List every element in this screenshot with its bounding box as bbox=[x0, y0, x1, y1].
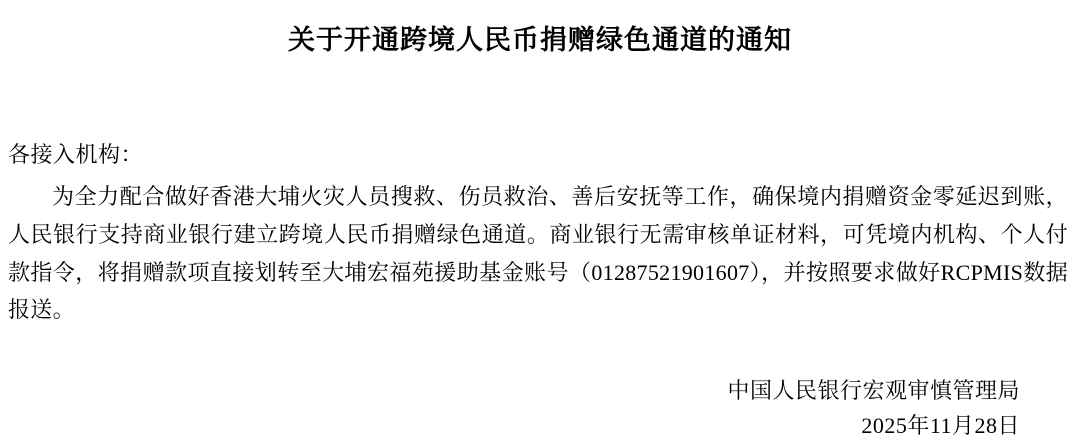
signature-organization: 中国人民银行宏观审慎管理局 bbox=[727, 378, 1020, 404]
salutation: 各接入机构： bbox=[8, 141, 144, 167]
signature-date: 2025年11月28日 bbox=[861, 413, 1020, 439]
page-title: 关于开通跨境人民币捐赠绿色通道的通知 bbox=[288, 25, 792, 55]
document-body bbox=[0, 138, 1080, 329]
body-paragraph: 为全力配合做好香港大埔火灾人员搜救、伤员救治、善后安抚等工作，确保境内捐赠资金零延迟到账，人民银行支持商业银行建立跨境人民币捐赠绿色通道。商业银行无需审核单证材料，可凭境内机构、个人付款指令，将捐赠款项直接划转至大埔宏福苑援助基金账号（01287521901607），并按照要求做好RCPMIS数据报送。 bbox=[8, 183, 1068, 323]
signature-block bbox=[0, 373, 1080, 441]
